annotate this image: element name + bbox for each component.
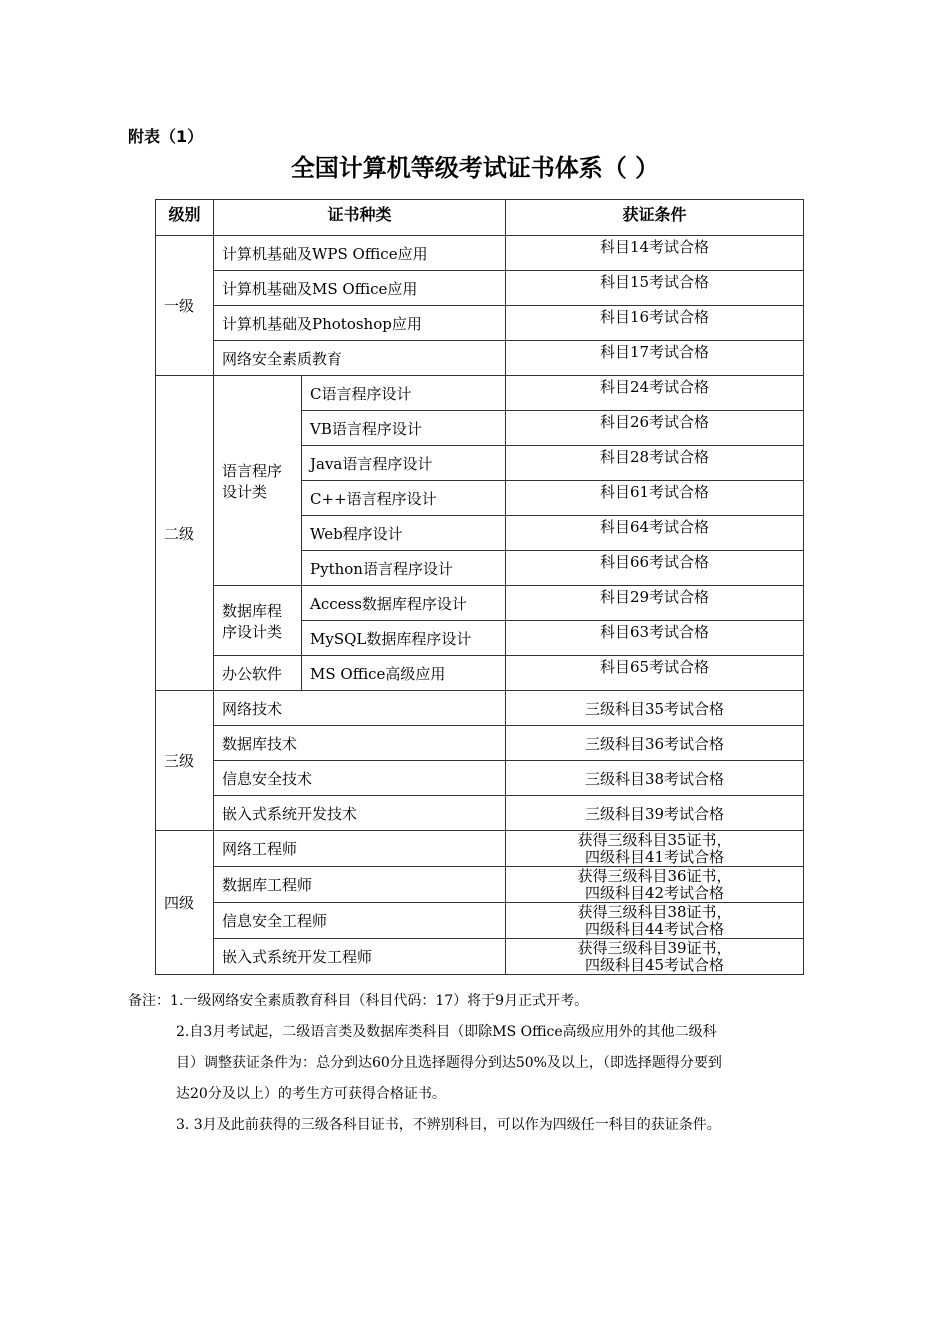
appendix-label: 附表（1） xyxy=(128,127,204,146)
cert-condition: 科目29考试合格 xyxy=(506,586,804,621)
cert-name: MySQL数据库程序设计 xyxy=(302,621,506,656)
cert-name: 计算机基础及WPS Office应用 xyxy=(214,236,506,271)
cert-name: VB语言程序设计 xyxy=(302,411,506,446)
table-row xyxy=(156,271,804,306)
cert-condition: 三级科目36考试合格 xyxy=(506,726,804,761)
cert-name: 信息安全工程师 xyxy=(214,903,506,939)
note-2-line1: 2.自3月考试起，二级语言类及数据库类科目（即除MS Office高级应用外的其他二级科 xyxy=(176,1024,717,1040)
table-row xyxy=(156,939,804,975)
header-level: 级别 xyxy=(156,200,214,236)
cert-condition-line2: 四级科目44考试合格 xyxy=(584,919,725,938)
cert-name: C++语言程序设计 xyxy=(302,481,506,516)
page-title: 全国计算机等级考试证书体系（ ） xyxy=(290,154,660,182)
table-row xyxy=(156,586,804,621)
table-row xyxy=(156,867,804,903)
table-row xyxy=(156,831,804,867)
table-row xyxy=(156,761,804,796)
note-2-line2: 目）调整获证条件为：总分到达60分且选择题得分到达50%及以上，（即选择题得分要到 xyxy=(176,1055,722,1071)
table-row xyxy=(156,341,804,376)
cert-name: 嵌入式系统开发工程师 xyxy=(214,939,506,975)
cert-condition-line1: 获得三级科目39证书， xyxy=(577,938,732,957)
header-condition: 获证条件 xyxy=(506,200,804,236)
cert-condition-line2: 四级科目42考试合格 xyxy=(584,883,725,902)
cert-condition: 三级科目38考试合格 xyxy=(506,761,804,796)
cert-name: Web程序设计 xyxy=(302,516,506,551)
cert-condition: 科目66考试合格 xyxy=(506,551,804,586)
cert-condition: 科目65考试合格 xyxy=(506,656,804,691)
table-row xyxy=(156,903,804,939)
cert-condition: 科目15考试合格 xyxy=(506,271,804,306)
table-row xyxy=(156,306,804,341)
notes xyxy=(128,986,848,1141)
cert-condition: 科目63考试合格 xyxy=(506,621,804,656)
certificate-table xyxy=(155,199,804,975)
cert-condition: 科目26考试合格 xyxy=(506,411,804,446)
cert-name: MS Office高级应用 xyxy=(302,656,506,691)
cert-condition-line2: 四级科目45考试合格 xyxy=(584,955,725,974)
cert-condition-line2: 四级科目41考试合格 xyxy=(584,847,725,866)
cert-condition-line1: 获得三级科目36证书， xyxy=(577,866,732,885)
cert-name: 数据库工程师 xyxy=(214,867,506,903)
note-1: 备注：1.一级网络安全素质教育科目（科目代码：17）将于9月正式开考。 xyxy=(128,993,589,1009)
level-3-label: 三级 xyxy=(156,691,214,831)
cert-condition xyxy=(506,939,804,975)
cert-condition: 科目64考试合格 xyxy=(506,516,804,551)
cert-condition: 科目24考试合格 xyxy=(506,376,804,411)
table-header-row xyxy=(156,200,804,236)
cert-name: 网络技术 xyxy=(214,691,506,726)
cert-condition: 三级科目39考试合格 xyxy=(506,796,804,831)
cert-condition: 科目16考试合格 xyxy=(506,306,804,341)
table-row xyxy=(156,236,804,271)
cert-name: 网络安全素质教育 xyxy=(214,341,506,376)
note-2-line3: 达20分及以上）的考生方可获得合格证书。 xyxy=(176,1086,446,1102)
cert-condition xyxy=(506,867,804,903)
level-2-label: 二级 xyxy=(156,376,214,691)
cert-name: Python语言程序设计 xyxy=(302,551,506,586)
table-row xyxy=(156,691,804,726)
cert-condition: 科目61考试合格 xyxy=(506,481,804,516)
cert-condition xyxy=(506,831,804,867)
cert-condition-line1: 获得三级科目38证书， xyxy=(577,902,732,921)
cert-condition-line1: 获得三级科目35证书， xyxy=(577,830,732,849)
table-row xyxy=(156,796,804,831)
table-row xyxy=(156,656,804,691)
cert-name: 计算机基础及MS Office应用 xyxy=(214,271,506,306)
cert-name: 数据库技术 xyxy=(214,726,506,761)
cert-name: 信息安全技术 xyxy=(214,761,506,796)
cert-name: 网络工程师 xyxy=(214,831,506,867)
cert-name: Java语言程序设计 xyxy=(302,446,506,481)
header-cert-type: 证书种类 xyxy=(214,200,506,236)
cert-condition: 科目14考试合格 xyxy=(506,236,804,271)
note-3: 3. 3月及此前获得的三级各科目证书，不辨别科目，可以作为四级任一科目的获证条件。 xyxy=(176,1117,721,1133)
cert-condition: 三级科目35考试合格 xyxy=(506,691,804,726)
level-1-label: 一级 xyxy=(156,236,214,376)
cert-name: Access数据库程序设计 xyxy=(302,586,506,621)
group-office-software: 办公软件 xyxy=(214,656,302,691)
cert-name: 计算机基础及Photoshop应用 xyxy=(214,306,506,341)
table-row xyxy=(156,726,804,761)
cert-condition xyxy=(506,903,804,939)
group-language-programming: 语言程序设计类 xyxy=(214,376,302,586)
table-row xyxy=(156,376,804,411)
group-database-programming: 数据库程序设计类 xyxy=(214,586,302,656)
cert-name: C语言程序设计 xyxy=(302,376,506,411)
cert-condition: 科目17考试合格 xyxy=(506,341,804,376)
cert-name: 嵌入式系统开发技术 xyxy=(214,796,506,831)
cert-condition: 科目28考试合格 xyxy=(506,446,804,481)
level-4-label: 四级 xyxy=(156,831,214,975)
